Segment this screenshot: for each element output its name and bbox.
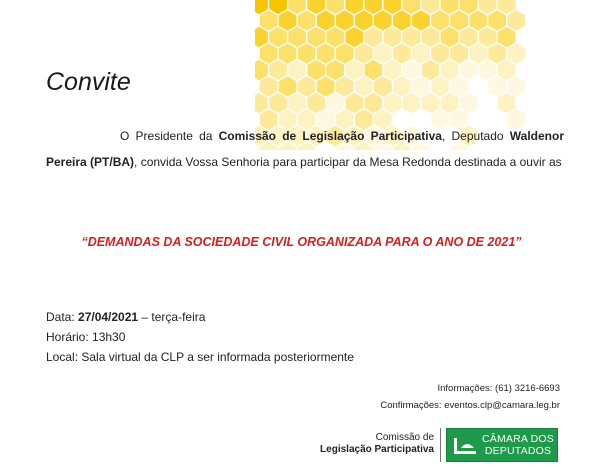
hexagon-shape [450, 76, 468, 96]
time-label: Horário: [46, 330, 93, 344]
hexagon-shape [355, 76, 373, 96]
hexagon-shape [374, 10, 392, 30]
hexagon-shape [507, 76, 525, 96]
hexagon-shape [326, 60, 344, 80]
hexagon-shape [460, 27, 478, 47]
hexagon-shape [393, 43, 411, 63]
hexagon-shape [326, 93, 344, 113]
hexagon-shape [336, 10, 354, 30]
hexagon-shape [365, 60, 383, 80]
hexagon-shape [374, 43, 392, 63]
hexagon-shape [393, 10, 411, 30]
logo-text [481, 433, 555, 457]
info-line [380, 380, 560, 397]
footer-divider [440, 428, 441, 462]
committee-name: Comissão de Legislação Participativa [218, 129, 442, 143]
hexagon-shape [345, 93, 363, 113]
hexagon-shape [326, 0, 344, 14]
date-label: Data: [46, 310, 79, 324]
place-value: Sala virtual da CLP a ser informada posteriormente [81, 350, 354, 364]
body-text-2: , Deputado [441, 129, 510, 143]
info-label: Informações: [437, 383, 496, 394]
event-headline: “DEMANDAS DA SOCIEDADE CIVIL ORGANIZADA PARA O ANO DE 2021” [81, 235, 522, 249]
hexagon-shape [498, 93, 516, 113]
hexagon-shape [374, 76, 392, 96]
camara-dos-deputados-logo [446, 428, 558, 462]
logo-text-line-1: CÂMARA DOS [481, 433, 554, 445]
hexagon-shape [255, 60, 268, 80]
hexagon-shape [279, 76, 297, 96]
hexagon-shape [479, 27, 497, 47]
contact-info [380, 380, 560, 414]
body-text-3: , convida Vossa Senhoria para participar da Mesa Redonda destinada a ouvir as [134, 155, 562, 169]
time-value: 13h30 [92, 330, 126, 344]
hexagon-shape [255, 27, 268, 47]
hexagon-shape [403, 0, 421, 14]
event-details [46, 307, 354, 367]
hexagon-shape [326, 27, 344, 47]
hexagon-shape [431, 43, 449, 63]
hexagon-shape [288, 27, 306, 47]
hexagon-shape [365, 0, 383, 14]
hexagon-shape [336, 76, 354, 96]
hexagon-shape [422, 27, 440, 47]
hexagon-shape [498, 60, 516, 80]
hexagon-shape [288, 0, 306, 14]
hexagon-shape [355, 10, 373, 30]
hexagon-shape [441, 60, 459, 80]
hexagon-shape [269, 60, 287, 80]
hexagon-shape [317, 76, 335, 96]
hexagon-shape [269, 93, 287, 113]
date-line [46, 307, 354, 327]
hexagon-shape [345, 27, 363, 47]
hexagon-shape [488, 76, 506, 96]
hexagon-shape [298, 76, 316, 96]
hexagon-shape [422, 60, 440, 80]
confirm-email: eventos.clp@camara.leg.br [444, 400, 560, 411]
hexagon-shape [498, 27, 516, 47]
place-label: Local: [46, 350, 82, 364]
hexagon-shape [345, 0, 363, 14]
committee-signature [300, 432, 434, 456]
time-line [46, 327, 354, 347]
place-line [46, 347, 354, 367]
hexagon-shape [279, 43, 297, 63]
hexagon-shape [507, 10, 525, 30]
hexagon-shape [307, 93, 325, 113]
page-title: Convite [46, 68, 131, 96]
deputy-name: Waldenor Pereira (PT/BA) [46, 129, 564, 169]
hexagon-shape [298, 43, 316, 63]
logo-text-line-2: DEPUTADOS [484, 445, 552, 457]
hexagon-shape [412, 76, 430, 96]
hexagon-shape [479, 0, 497, 14]
hexagon-shape [298, 10, 316, 30]
hexagon-shape [507, 43, 525, 63]
hexagon-shape [403, 60, 421, 80]
congress-building-icon [453, 435, 477, 457]
date-weekday: – terça-feira [138, 310, 206, 324]
hexagon-shape [469, 43, 487, 63]
hexagon-shape [384, 27, 402, 47]
hexagon-shape [269, 27, 287, 47]
hexagon-shape [307, 27, 325, 47]
hexagon-shape [450, 43, 468, 63]
hexagon-shape [441, 93, 459, 113]
hexagon-shape [384, 93, 402, 113]
hexagon-shape [422, 93, 440, 113]
hexagon-shape [317, 43, 335, 63]
hexagon-shape [498, 0, 516, 14]
hexagon-shape [260, 10, 278, 30]
date-value: 27/04/2021 [78, 310, 139, 324]
hexagon-shape [479, 60, 497, 80]
hexagon-shape [412, 43, 430, 63]
hexagon-shape [431, 76, 449, 96]
hexagon-shape [288, 60, 306, 80]
hexagon-shape [460, 93, 478, 113]
hexagon-shape [412, 10, 430, 30]
hexagon-shape [260, 76, 278, 96]
hexagon-shape [269, 0, 287, 14]
hexagon-shape [279, 10, 297, 30]
hexagon-shape [345, 60, 363, 80]
body-text-1: O Presidente da [120, 129, 219, 143]
info-phone: (61) 3216-6693 [495, 383, 560, 394]
confirm-label: Confirmações: [380, 400, 445, 411]
hexagon-shape [431, 10, 449, 30]
hexagon-shape [460, 0, 478, 14]
hexagon-shape [260, 43, 278, 63]
hexagon-shape [355, 43, 373, 63]
hexagon-shape [488, 10, 506, 30]
hexagon-shape [422, 0, 440, 14]
hexagon-shape [403, 93, 421, 113]
hexagon-shape [488, 43, 506, 63]
hexagon-shape [365, 27, 383, 47]
hexagon-shape [288, 93, 306, 113]
hexagon-shape [403, 27, 421, 47]
hexagon-shape [384, 60, 402, 80]
hexagon-shape [393, 76, 411, 96]
hexagon-shape [441, 0, 459, 14]
hexagon-shape [336, 43, 354, 63]
hexagon-shape [307, 0, 325, 14]
hexagon-shape [317, 10, 335, 30]
confirm-line [380, 397, 560, 414]
hexagon-shape [441, 27, 459, 47]
hexagon-shape [384, 0, 402, 14]
committee-line-2: Legislação Participativa [320, 444, 434, 455]
hexagon-shape [469, 10, 487, 30]
invitation-paragraph [46, 123, 564, 175]
hexagon-shape [460, 60, 478, 80]
hexagon-shape [307, 60, 325, 80]
hexagon-shape [365, 93, 383, 113]
committee-line-1: Comissão de [375, 432, 434, 443]
hexagon-shape [450, 10, 468, 30]
hexagon-shape [255, 93, 268, 113]
